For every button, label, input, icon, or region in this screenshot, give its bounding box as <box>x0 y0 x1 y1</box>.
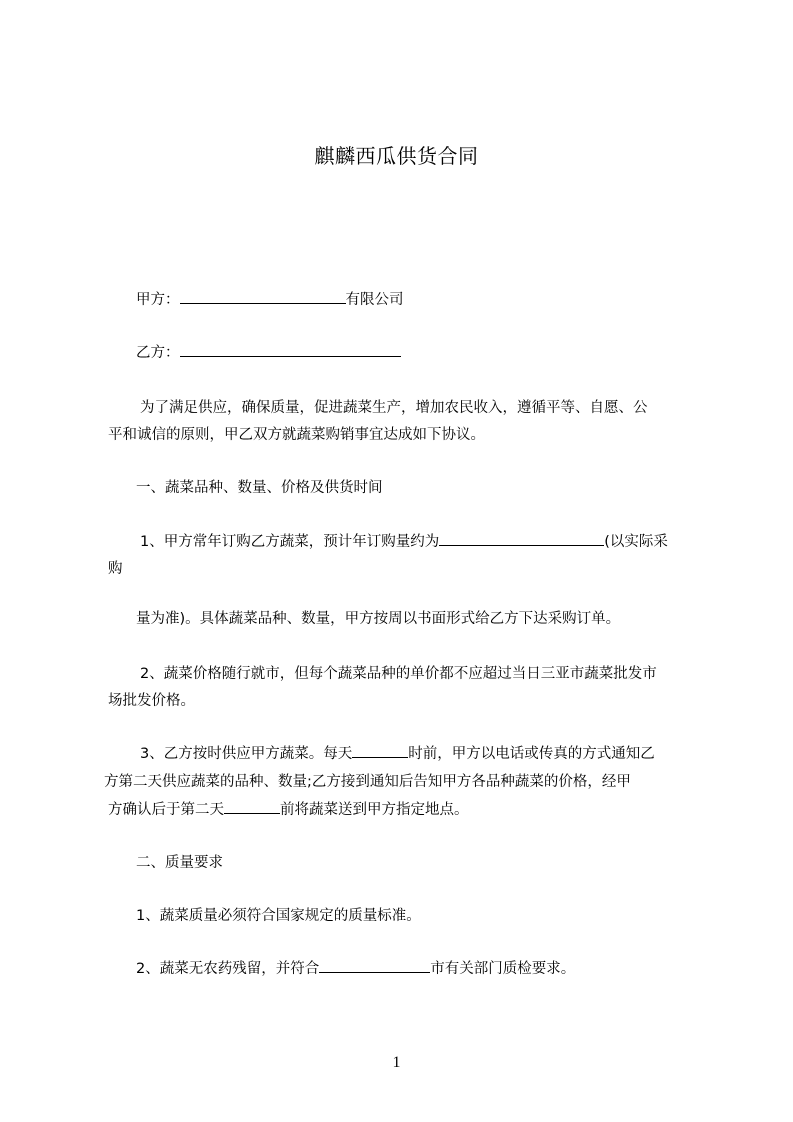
section-1-item-3-text-c: 方确认后于第二天 <box>108 802 224 818</box>
section-2-heading: 二、质量要求 <box>136 855 223 871</box>
party-a-suffix: 有限公司 <box>345 292 404 308</box>
section-1-item-1-line-3: 量为准)。具体蔬菜品种、数量，甲方按周以书面形式给乙方下达采购订单。 <box>136 611 621 627</box>
section-1-item-3-line-1 <box>140 740 655 769</box>
section-1-item-3-text-d: 前将蔬菜送到甲方指定地点。 <box>280 802 469 818</box>
document-title: 麒麟西瓜供货合同 <box>314 144 479 168</box>
section-2-item-2-text-b: 市有关部门质检要求。 <box>430 961 576 977</box>
section-2-item-1: 1、蔬菜质量必须符合国家规定的质量标准。 <box>136 908 421 924</box>
section-1-heading: 一、蔬菜品种、数量、价格及供货时间 <box>136 480 383 496</box>
party-a-label: 甲方： <box>136 292 180 308</box>
section-1-item-3-text-a: 3、乙方按时供应甲方蔬菜。每天 <box>140 746 353 762</box>
annual-quantity-blank <box>439 528 604 546</box>
section-1-item-1-text-b: (以实际采 <box>604 534 668 550</box>
section-2-item-2-text-a: 2、蔬菜无农药残留，并符合 <box>136 961 320 977</box>
section-1-item-3-line-3 <box>108 796 469 825</box>
section-1-item-2-line-1: 2、蔬菜价格随行就市，但每个蔬菜品种的单价都不应超过当日三亚市蔬菜批发市 <box>140 666 657 682</box>
party-b-name-blank <box>180 339 401 357</box>
section-1-item-3-line-2: 方第二天供应蔬菜的品种、数量;乙方接到通知后告知甲方各品种蔬菜的价格，经甲 <box>104 774 631 790</box>
intro-line-2: 平和诚信的原则，甲乙双方就蔬菜购销事宜达成如下协议。 <box>108 427 485 443</box>
party-b-line <box>136 339 401 368</box>
page-number: 1 <box>392 1054 401 1071</box>
section-1-item-2-line-2: 场批发价格。 <box>108 693 195 709</box>
intro-line-1: 为了满足供应，确保质量，促进蔬菜生产，增加农民收入，遵循平等、自愿、公 <box>140 400 648 416</box>
section-2-item-2 <box>136 955 575 984</box>
section-1-item-3-text-b: 时前，甲方以电话或传真的方式通知乙 <box>408 746 655 762</box>
party-b-label: 乙方： <box>136 345 180 361</box>
section-1-item-1-line-2: 购 <box>108 561 123 577</box>
section-1-item-1-text-a: 1、甲方常年订购乙方蔬菜，预计年订购量约为 <box>140 534 440 550</box>
section-1-item-1-line-1 <box>140 528 668 557</box>
party-a-line <box>136 286 404 315</box>
city-name-blank <box>319 955 430 973</box>
notify-time-blank <box>352 740 408 758</box>
party-a-name-blank <box>180 286 346 304</box>
delivery-time-blank <box>224 796 280 814</box>
